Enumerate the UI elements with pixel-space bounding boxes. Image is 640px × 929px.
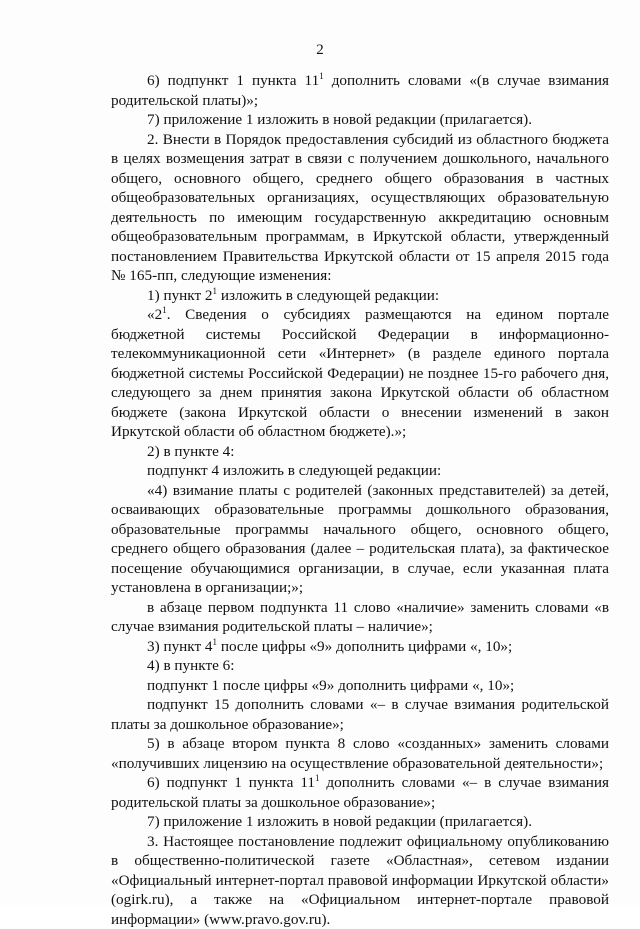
paragraph-p12: [111, 676, 609, 696]
paragraph-p11: [111, 656, 609, 676]
superscript: 1: [319, 71, 324, 81]
text-run: изложить в следующей редакции:: [217, 287, 439, 304]
paragraph-p7: [111, 461, 609, 481]
text-run: подпункт 1 после цифры «9» дополнить цифрами «, 10»;: [147, 677, 514, 694]
paragraph-p10: [111, 637, 609, 657]
text-run: 3. Настоящее постановление подлежит официальному опубликованию в общественно-политической газете «Областная», сетевом издании «Официальный интернет-портал правовой информации Иркутской области» (ogirk.ru), а также на «Официальном интернет-портале правовой информации» (www.pravo.gov.ru).: [111, 833, 609, 928]
paragraph-p2: [111, 110, 609, 130]
text-run: 7) приложение 1 изложить в новой редакции (прилагается).: [147, 111, 532, 128]
document-body: [111, 71, 609, 929]
paragraph-p13: [111, 695, 609, 734]
paragraph-p3: [111, 130, 609, 286]
text-run: 4) в пункте 6:: [147, 657, 234, 674]
text-run: подпункт 4 изложить в следующей редакции:: [147, 462, 441, 479]
text-run: 2) в пункте 4:: [147, 443, 234, 460]
text-run: 6) подпункт 1 пункта 11: [147, 72, 319, 89]
page-number: 2: [0, 42, 640, 59]
paragraph-p14: [111, 734, 609, 773]
superscript: 1: [213, 637, 218, 647]
text-run: 3) пункт 4: [147, 638, 213, 655]
text-run: 7) приложение 1 изложить в новой редакции (прилагается).: [147, 813, 532, 830]
paragraph-p5: [111, 305, 609, 442]
superscript: 1: [162, 305, 167, 315]
paragraph-p6: [111, 442, 609, 462]
text-run: дополнить словами «– в случае взимания родительской платы за дошкольное образование»;: [111, 774, 609, 811]
text-run: дополнить словами «(в случае взимания родительской платы)»;: [111, 72, 609, 109]
text-run: 2. Внести в Порядок предоставления субсидий из областного бюджета в целях возмещения затрат в связи с получением дошкольного, начального общего, основного общего, среднего общего образования в частных общеобразовательных организациях, осуществляющих образовательную деятельность по имеющим государственную аккредитацию основным общеобразовательным программам, в Иркутской области, утвержденный постановлением Правительства Иркутской области от 15 апреля 2015 года № 165-пп, следующие изменения:: [111, 131, 609, 285]
paragraph-p17: [111, 832, 609, 929]
superscript: 1: [315, 773, 320, 783]
paragraph-p9: [111, 598, 609, 637]
superscript: 1: [213, 286, 218, 296]
text-run: «4) взимание платы с родителей (законных представителей) за детей, осваивающих образовательные программы дошкольного образования, образовательные программы начального общего, основного общего, среднего общего образования (далее – родительская плата), за фактическое посещение обучающимися организации, в случае, если указанная плата установлена в организации;»;: [111, 482, 609, 597]
text-run: 6) подпункт 1 пункта 11: [147, 774, 315, 791]
text-run: подпункт 15 дополнить словами «– в случае взимания родительской платы за дошкольное образование»;: [111, 696, 609, 733]
paragraph-p16: [111, 812, 609, 832]
paragraph-p1: [111, 71, 609, 110]
paragraph-p15: [111, 773, 609, 812]
text-run: 1) пункт 2: [147, 287, 213, 304]
text-run: «2: [147, 306, 162, 323]
paragraph-p4: [111, 286, 609, 306]
text-run: после цифры «9» дополнить цифрами «, 10»;: [217, 638, 512, 655]
text-run: 5) в абзаце втором пункта 8 слово «созданных» заменить словами «получивших лицензию на осуществление образовательной деятельности»;: [111, 735, 609, 772]
text-run: в абзаце первом подпункта 11 слово «наличие» заменить словами «в случае взимания родительской платы – наличие»;: [111, 599, 609, 636]
paragraph-p8: [111, 481, 609, 598]
text-run: . Сведения о субсидиях размещаются на едином портале бюджетной системы Российской Федерации в информационно-телекоммуникационной сети «Интернет» (в разделе единого портала бюджетной системы Российской Федерации) не позднее 15-го рабочего дня, следующего за днем принятия закона Иркутской области об областном бюджете (закона Иркутской области о внесении изменений в закон Иркутской области об областном бюджете).»;: [111, 306, 609, 440]
